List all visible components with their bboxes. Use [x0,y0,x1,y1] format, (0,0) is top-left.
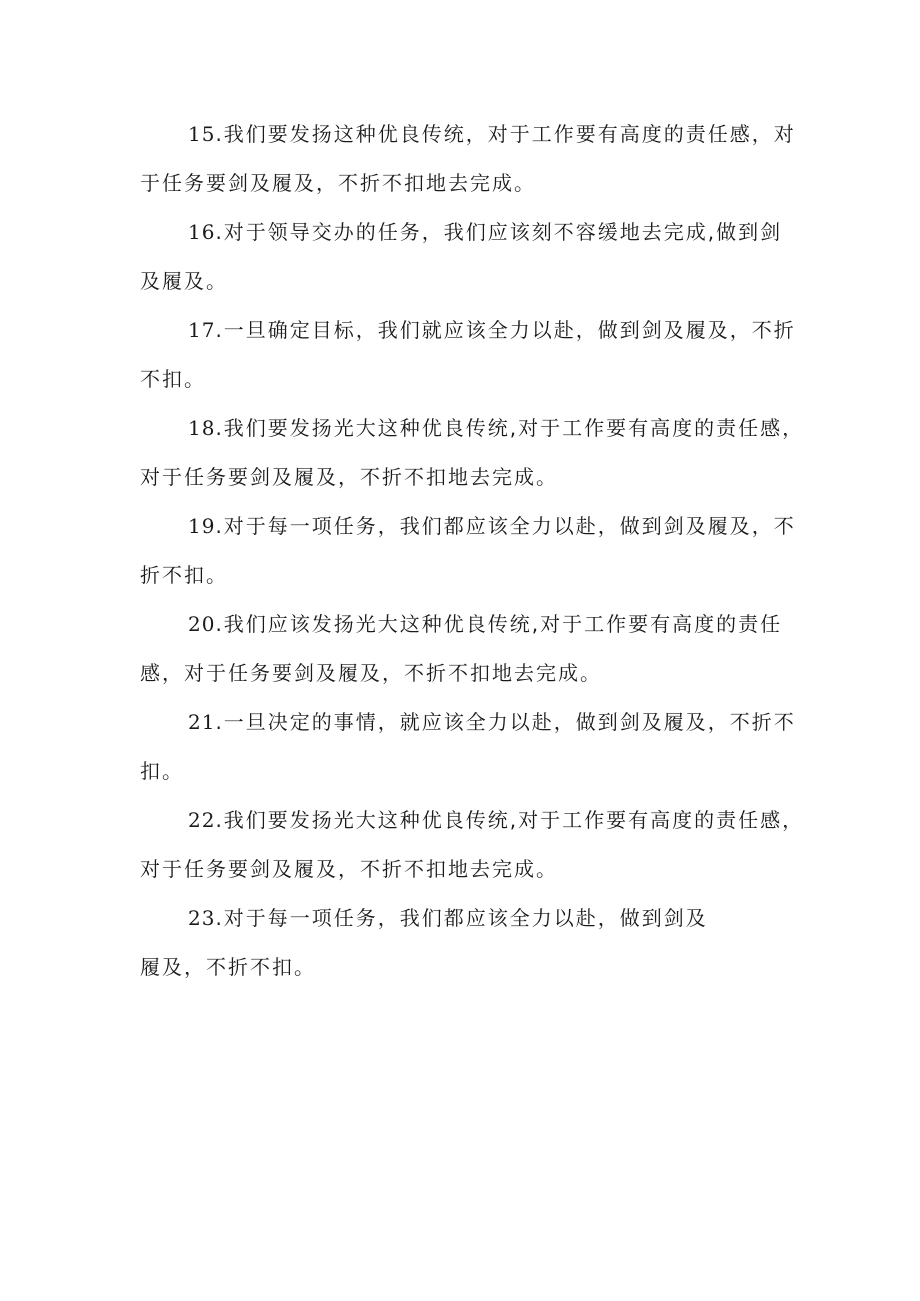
item-first-line [140,502,796,551]
item-number: 19 [188,514,216,538]
list-item [140,796,805,894]
list-item [140,698,796,796]
item-continuation-line: 于任务要剑及履及，不折不扣地去完成。 [140,171,536,195]
document-body [140,110,805,992]
item-number: 17 [188,318,216,342]
item-first-line [140,796,805,845]
item-number: 16 [188,220,216,244]
list-item [140,502,796,600]
item-first-line [140,698,796,747]
item-text: .我们要发扬光大这种优良传统,对于工作要有高度的责任感， [215,416,805,440]
item-first-line [140,306,796,355]
item-text: .对于每一项任务，我们都应该全力以赴，做到剑及 [215,906,708,930]
item-text: .我们要发扬光大这种优良传统,对于工作要有高度的责任感， [215,808,805,832]
item-continuation-line: 对于任务要剑及履及，不折不扣地去完成。 [140,465,558,489]
item-text: .对于每一项任务，我们都应该全力以赴，做到剑及履及，不 [215,514,796,538]
item-number: 18 [188,416,216,440]
item-first-line [140,404,805,453]
item-continuation-line: 对于任务要剑及履及，不折不扣地去完成。 [140,857,558,881]
item-number: 22 [188,808,216,832]
item-continuation-line: 及履及。 [140,269,228,293]
item-first-line [140,894,790,943]
item-continuation-line: 扣。 [140,759,184,783]
item-continuation-line: 履及，不折不扣。 [140,955,316,979]
list-item [140,894,790,992]
item-first-line [140,208,790,257]
item-text: .我们要发扬这种优良传统，对于工作要有高度的责任感，对 [215,122,796,146]
list-item [140,404,805,502]
item-continuation-line: 不扣。 [140,367,206,391]
list-item [140,110,796,208]
list-item [140,306,796,404]
item-text: .一旦确定目标，我们就应该全力以赴，做到剑及履及，不折 [215,318,796,342]
item-text: .一旦决定的事情，就应该全力以赴，做到剑及履及，不折不 [215,710,796,734]
list-item [140,208,790,306]
item-text: .对于领导交办的任务，我们应该刻不容缓地去完成,做到剑 [215,220,783,244]
item-first-line [140,110,796,159]
list-item [140,600,790,698]
item-number: 15 [188,122,216,146]
item-continuation-line: 感，对于任务要剑及履及，不折不扣地去完成。 [140,661,602,685]
item-text: .我们应该发扬光大这种优良传统,对于工作要有高度的责任 [215,612,783,636]
item-first-line [140,600,790,649]
item-number: 23 [188,906,216,930]
item-number: 21 [188,710,216,734]
item-number: 20 [188,612,216,636]
item-continuation-line: 折不扣。 [140,563,228,587]
